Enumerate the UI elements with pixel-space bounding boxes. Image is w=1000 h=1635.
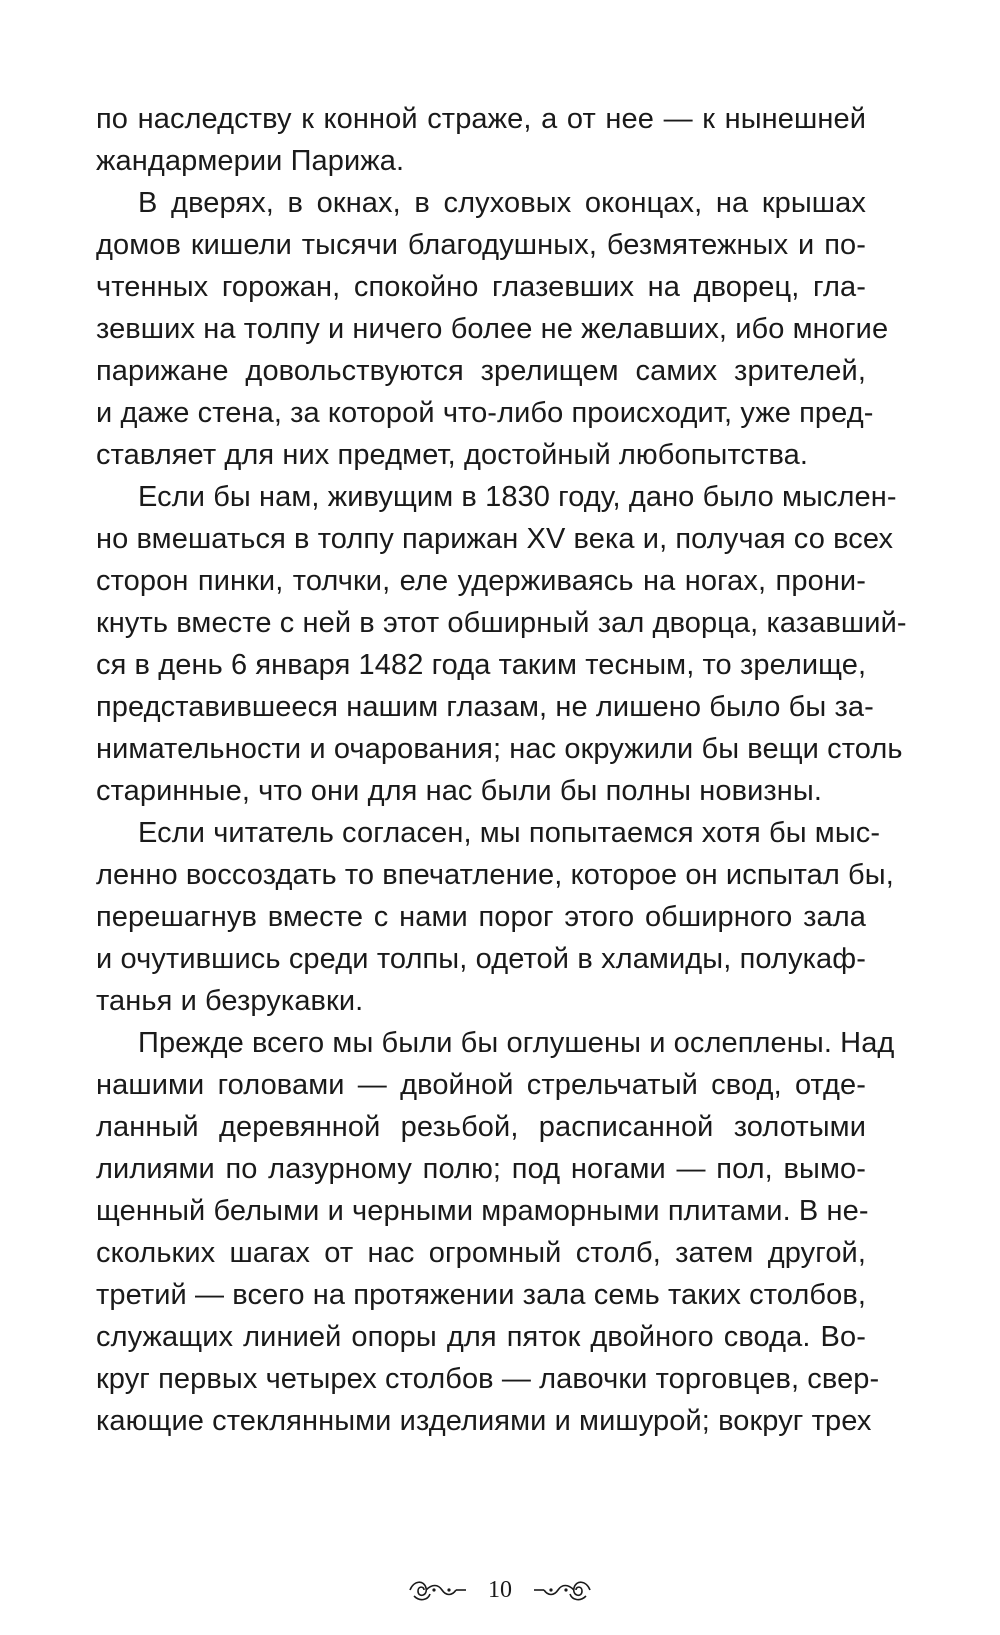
text-line: старинные, что они для нас были бы полны новизны. — [96, 775, 823, 807]
text-line: чтенных горожан, спокойно глазевших на дворец, гла- — [96, 271, 866, 303]
text-line: и очутившись среди толпы, одетой в хламиды, полукаф- — [96, 943, 866, 975]
text-line: зевших на толпу и ничего более не желавших, ибо многие — [96, 313, 889, 345]
text-line: по наследству к конной страже, а от нее — к нынешней — [96, 103, 866, 135]
text-line: и даже стена, за которой что-либо происходит, уже пред- — [96, 397, 874, 429]
text-line: перешагнув вместе с нами порог этого обширного зала — [96, 901, 866, 933]
text-line: нимательности и очарования; нас окружили бы вещи столь — [96, 733, 903, 765]
text-line: Если бы нам, живущим в 1830 году, дано было мыслен- — [138, 481, 897, 513]
text-line: сторон пинки, толчки, еле удерживаясь на ногах, прони- — [96, 565, 866, 597]
text-line: жандармерии Парижа. — [96, 145, 405, 177]
text-line: В дверях, в окнах, в слуховых оконцах, на крышах — [138, 187, 866, 219]
text-line: кающие стеклянными изделиями и мишурой; вокруг трех — [96, 1405, 872, 1437]
text-line: но вмешаться в толпу парижан XV века и, получая со всех — [96, 523, 894, 555]
text-line: ставляет для них предмет, достойный любопытства. — [96, 439, 809, 471]
text-line: нашими головами — двойной стрельчатый свод, отде- — [96, 1069, 866, 1101]
text-line: представившееся нашим глазам, не лишено было бы за- — [96, 691, 874, 723]
text-line: Прежде всего мы были бы оглушены и ослеплены. Над — [138, 1027, 895, 1059]
text-line: ланный деревянной резьбой, расписанной золотыми — [96, 1111, 866, 1143]
text-line: служащих линией опоры для пяток двойного свода. Во- — [96, 1321, 866, 1353]
text-line: скольких шагах от нас огромный столб, затем другой, — [96, 1237, 866, 1269]
page-number: 10 — [488, 1576, 512, 1603]
ornament-right-icon — [530, 1576, 594, 1604]
text-line: ся в день 6 января 1482 года таким тесным, то зрелище, — [96, 649, 867, 681]
text-line: парижане довольствуются зрелищем самих зрителей, — [96, 355, 866, 387]
text-line: щенный белыми и черными мраморными плитами. В не- — [96, 1195, 869, 1227]
ornament-left-icon — [406, 1576, 470, 1604]
text-line: круг первых четырех столбов — лавочки торговцев, свер- — [96, 1363, 880, 1395]
page-footer — [0, 1570, 1000, 1610]
text-line: ленно воссоздать то впечатление, которое он испытал бы, — [96, 859, 894, 891]
text-line: танья и безрукавки. — [96, 985, 364, 1017]
text-line: Если читатель согласен, мы попытаемся хотя бы мыс- — [138, 817, 881, 849]
text-line: кнуть вместе с ней в этот обширный зал дворца, казавший- — [96, 607, 907, 639]
text-line: домов кишели тысячи благодушных, безмятежных и по- — [96, 229, 866, 261]
text-line: третий — всего на протяжении зала семь таких столбов, — [96, 1279, 866, 1311]
text-line: лилиями по лазурному полю; под ногами — пол, вымо- — [96, 1153, 866, 1185]
